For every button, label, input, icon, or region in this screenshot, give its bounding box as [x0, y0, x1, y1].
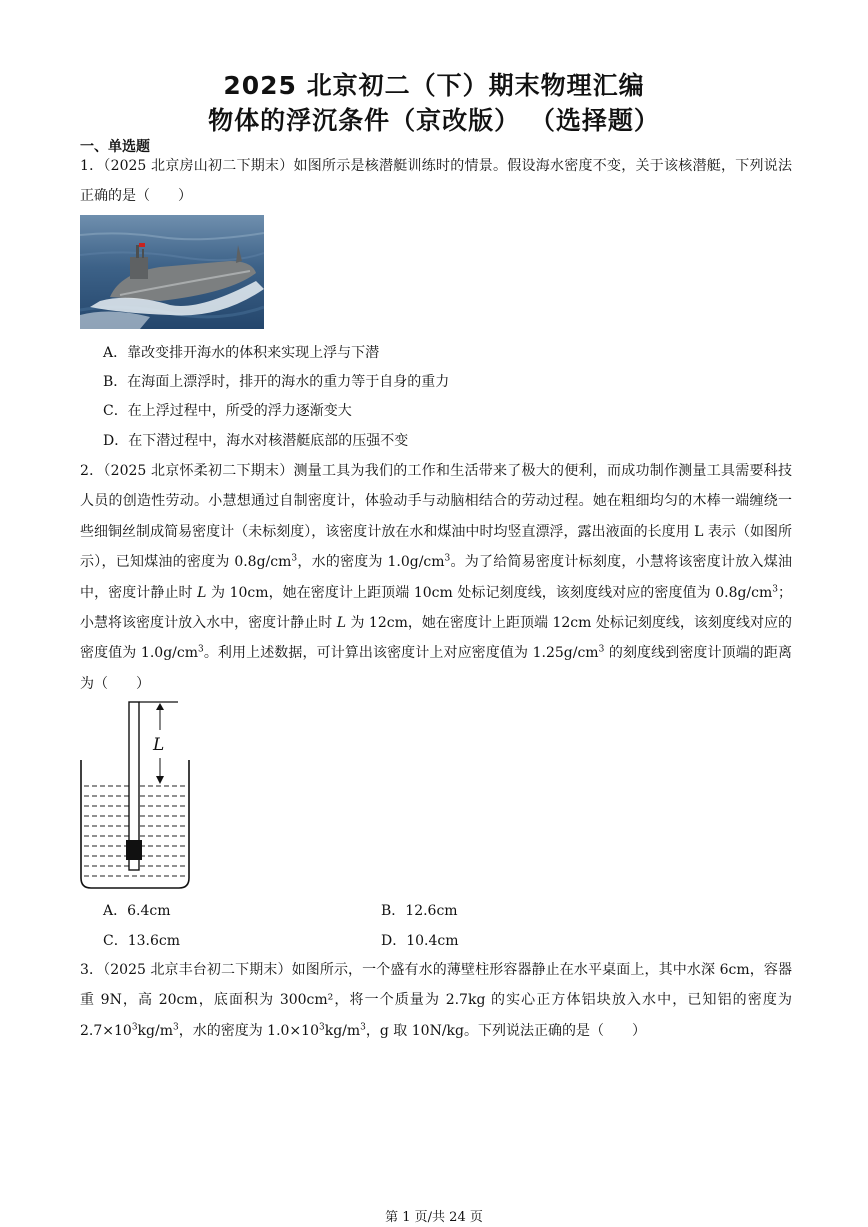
- option-a: A．6.4cm: [103, 903, 171, 919]
- option-b: B．12.6cm: [381, 903, 458, 919]
- option-d: D．在下潜过程中，海水对核潜艇底部的压强不变: [103, 433, 409, 449]
- question-2-text: 2．（2025 北京怀柔初二下期末）测量工具为我们的工作和生活带来了极大的便利，而成功制作测量工具需要科技人员的创造性劳动。小慧想通过自制密度计，体验动手与动脑相结合的劳动过程。她在粗细均匀的木棒一端缠绕一些细铜丝制成简易密度计（未标刻度），该密度计放在水和煤油中时均竖直漂浮，露出液面的长度用 L 表示（如图所示），已知煤油的密度为 $0.8g/cm^3$，水的密度为 $1.0g/cm^3$。为了给简易密度计标刻度，小慧将该密度计放入煤油中，密度计静止时 L 为 10cm，她在密度计上距顶端 10cm 处标记刻度线，该刻度线对应的密度值为 $0.8g/cm^3$；小慧将该密度计放入水中，密度计静止时 L 为 12cm，她在密度计上距顶端 12cm 处标记刻度线，该刻度线对应的密度值为 $1.0g/cm^3$。利用上述数据，可计算出该密度计上对应密度值为 $1.25g/cm^3$ 的刻度线到密度计顶端的距离为（ ）: [80, 463, 793, 692]
- question-3-text: 3．（2025 北京丰台初二下期末）如图所示，一个盛有水的薄壁柱形容器静止在水平桌面上，其中水深 6cm，容器重 9N，高 20cm，底面积为 300cm²，将一个质量为 2.7kg 的实心正方体铝块放入水中，已知铝的密度为 $2.7\times 10^3kg/m^3$，水的密度为 $1.0\times 10^3kg/m^3$，g 取 10N/kg。下列说法正确的是（ ）: [80, 962, 792, 1039]
- option-c: C．13.6cm: [103, 933, 180, 949]
- option-a: A．靠改变排开海水的体积来实现上浮与下潜: [103, 345, 380, 361]
- document-title: 2025 北京初二（下）期末物理汇编: [223, 71, 645, 100]
- option-b: B．在海面上漂浮时，排开的海水的重力等于自身的重力: [103, 374, 450, 390]
- submarine-photo: [80, 215, 264, 329]
- length-label: L: [153, 735, 165, 755]
- option-d: D．10.4cm: [381, 933, 459, 949]
- page-number: 第 1 页/共 24 页: [385, 1210, 483, 1225]
- option-c: C．在上浮过程中，所受的浮力逐渐变大: [103, 403, 352, 419]
- document-subtitle: 物体的浮沉条件（京改版） （选择题）: [208, 106, 660, 135]
- section-heading: 一、单选题: [80, 139, 150, 155]
- question-1-text: 1．（2025 北京房山初二下期末）如图所示是核潜艇训练时的情景。假设海水密度不变，关于该核潜艇，下列说法正确的是（ ）: [80, 158, 792, 205]
- densimeter-diagram: [78, 700, 194, 892]
